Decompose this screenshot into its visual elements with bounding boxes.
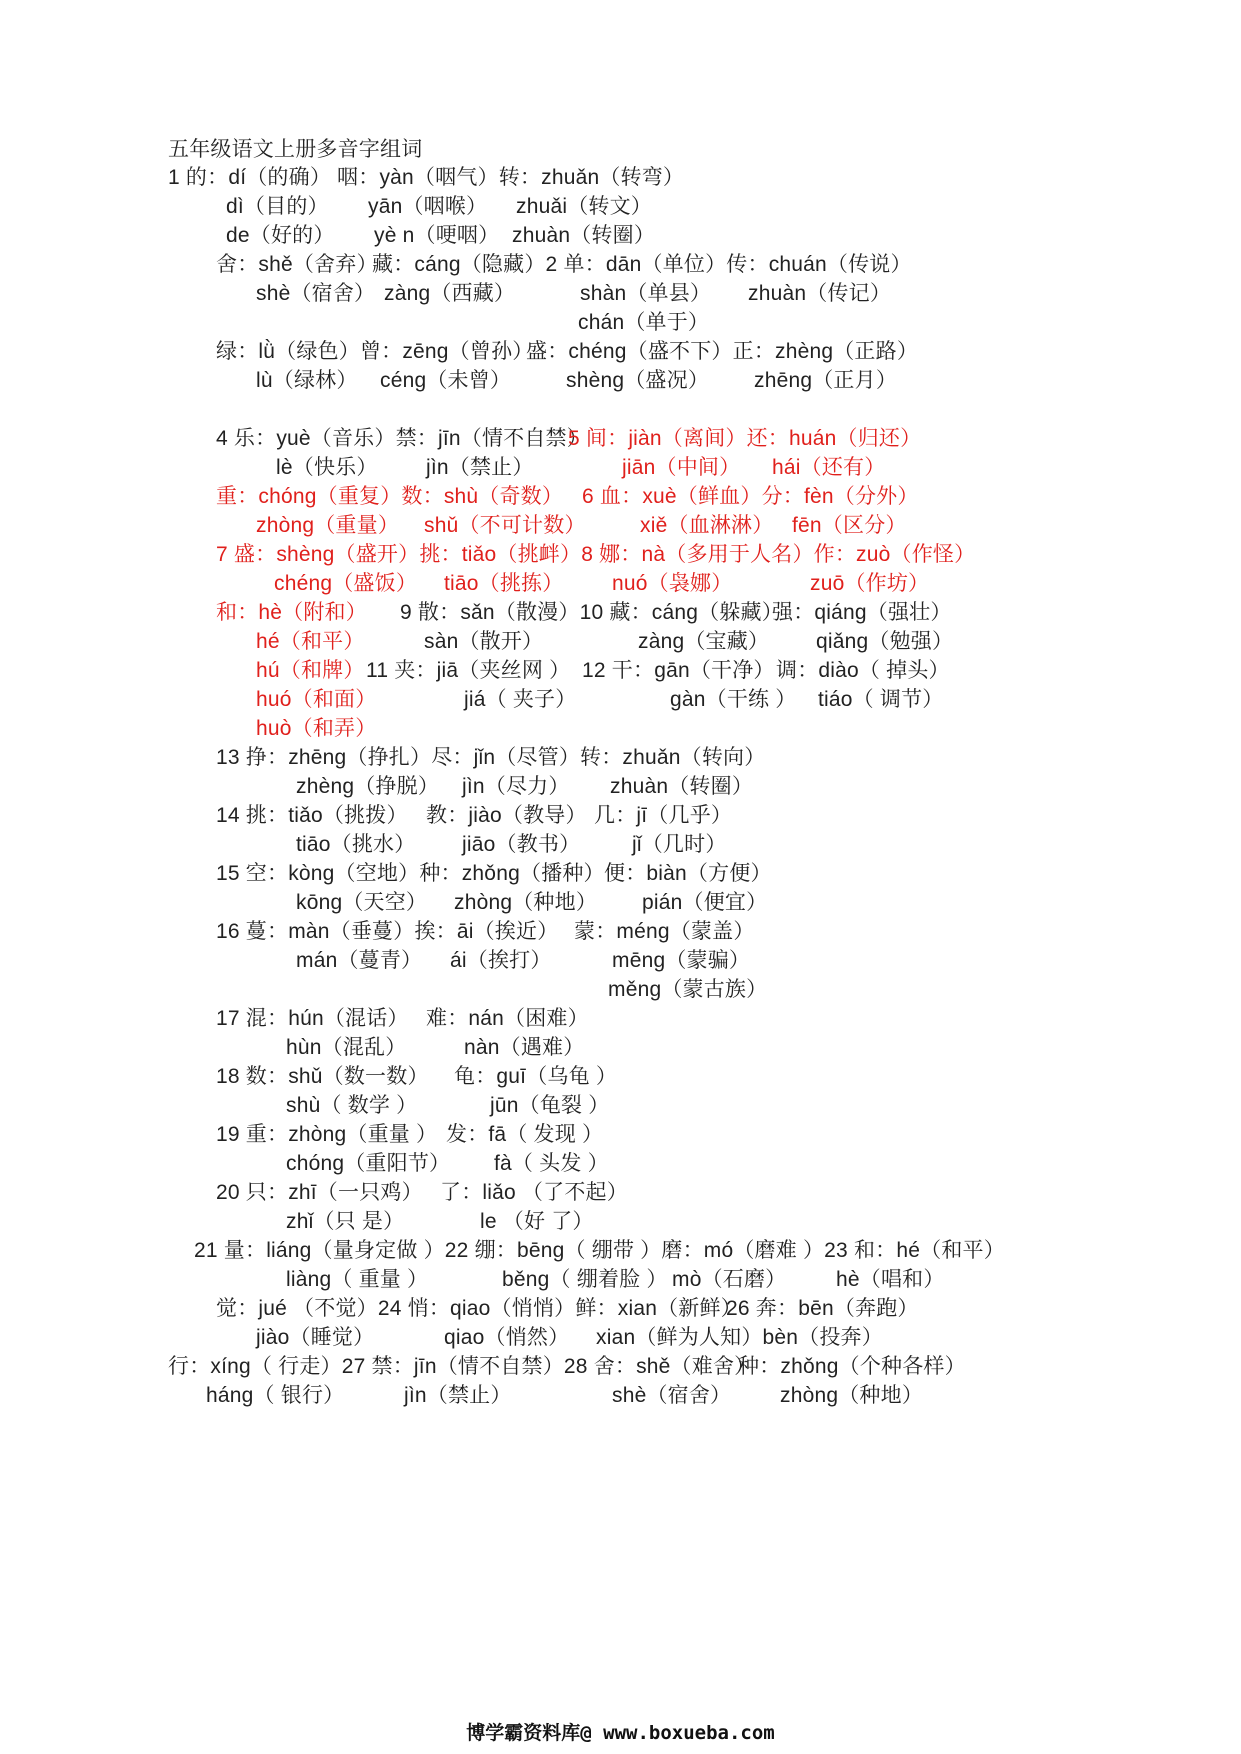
entry-text: jūn（龟裂 ） — [490, 1094, 610, 1117]
entry-text-highlight: shǔ（不可计数） — [424, 514, 586, 537]
entry-text: zhuàn（转圈） — [610, 775, 754, 798]
entry-text: lù（绿林） — [256, 369, 358, 392]
entry-text: hùn（混乱） — [286, 1036, 407, 1059]
entry-text: měng（蒙古族） — [608, 978, 768, 1001]
entry-text: dì（目的） — [226, 195, 329, 218]
entry-text: 18 数：shǔ（数一数） — [216, 1065, 429, 1088]
entry-text: mán（蔓青） — [296, 949, 423, 972]
entry-text: tiāo（挑水） — [296, 833, 416, 856]
entry-text: tiáo（ 调节） — [818, 688, 944, 711]
entry-text: 行：xíng（ 行走）27 禁：jīn（情不自禁）28 舍：shě（难舍） — [168, 1355, 756, 1378]
entry-text: 龟：guī（乌龟 ） — [454, 1065, 618, 1088]
entry-text: yè n（哽咽） — [374, 224, 500, 247]
entry-text: háng（ 银行） — [206, 1384, 345, 1407]
entry-text: jìn（禁止） — [426, 456, 534, 479]
entry-text-highlight: fēn（区分） — [792, 514, 907, 537]
entry-text: 17 混：hún（混话） — [216, 1007, 409, 1030]
entry-text-highlight: 和：hè（附和） — [216, 601, 367, 624]
entry-text: 藏：cáng（隐藏）2 单：dān（单位）传：chuán（传说） — [372, 253, 912, 276]
entry-text: 便：biàn（方便） — [604, 862, 772, 885]
entry-text: 蒙：méng（蒙盖） — [574, 920, 755, 943]
entry-text: pián（便宜） — [642, 891, 768, 914]
entry-text: lè（快乐） — [276, 456, 378, 479]
entry-text: liàng（ 重量 ） — [286, 1268, 429, 1291]
entry-text: 调：diào（ 掉头） — [776, 659, 950, 682]
entry-text: 发：fā（ 发现 ） — [446, 1123, 604, 1146]
entry-text: hè（唱和） — [836, 1268, 945, 1291]
entry-text: qiao（悄然） — [444, 1326, 570, 1349]
entry-text: zhòng（种地） — [780, 1384, 924, 1407]
entry-text: nàn（遇难） — [464, 1036, 585, 1059]
entry-text: 9 散：sǎn（散漫）10 藏：cáng（躲藏） — [400, 601, 783, 624]
entry-text: 15 空：kòng（空地）种：zhǒng（播种） — [216, 862, 605, 885]
entry-text: 几：jī（几乎） — [594, 804, 733, 827]
entry-text: jiá（ 夹子） — [464, 688, 577, 711]
entry-text-highlight: 7 盛：shèng（盛开）挑：tiǎo（挑衅）8 娜：nà（多用于人名）作：zuò（作怪） — [216, 543, 976, 566]
entry-text: jiào（睡觉） — [256, 1326, 375, 1349]
entry-text-highlight: hú（和牌） — [256, 659, 365, 682]
entry-text-highlight: tiāo（挑拣） — [444, 572, 564, 595]
entry-text: 26 奔：bēn（奔跑） — [726, 1297, 919, 1320]
entry-text: 1 的：dí（的确） 咽：yàn（咽气）转：zhuǎn（转弯） — [168, 166, 685, 189]
entry-text: shè（宿舍） — [612, 1384, 732, 1407]
entry-text: mēng（蒙骗） — [612, 949, 751, 972]
entry-text: gàn（干练 ） — [670, 688, 797, 711]
entry-text-highlight: hái（还有） — [772, 456, 886, 479]
entry-text: jǐ（几时） — [632, 833, 727, 856]
page-title: 五年级语文上册多音字组词 — [168, 137, 423, 161]
entry-text: jiāo（教书） — [462, 833, 581, 856]
entry-text: le （好 了） — [480, 1210, 594, 1233]
entry-text: chóng（重阳节） — [286, 1152, 451, 1175]
entry-text: ái（挨打） — [450, 949, 552, 972]
entry-text: 难：nán（困难） — [426, 1007, 589, 1030]
entry-text-highlight: 6 血：xuè（鲜血）分：fèn（分外） — [582, 485, 919, 508]
entry-text: zhòng（种地） — [454, 891, 598, 914]
entry-text: zhēng（正月） — [754, 369, 898, 392]
entry-text: 4 乐：yuè（音乐）禁：jīn（情不自禁） — [216, 427, 588, 450]
entry-text: 强：qiáng（强壮） — [772, 601, 952, 624]
entry-text: 14 挑：tiǎo（挑拨） — [216, 804, 408, 827]
entry-text: 种：zhǒng（个种各样） — [738, 1355, 966, 1378]
entry-text-highlight: huò（和弄） — [256, 717, 377, 740]
entry-text: shù（ 数学 ） — [286, 1094, 418, 1117]
entry-text: 20 只：zhī（一只鸡） — [216, 1181, 423, 1204]
entry-text-highlight: nuó（袅娜） — [612, 572, 733, 595]
entry-text: zhèng（挣脱） — [296, 775, 440, 798]
entry-text: yān（咽喉） — [368, 195, 488, 218]
entry-text-highlight: hé（和平） — [256, 630, 365, 653]
entry-text: shè（宿舍） — [256, 282, 376, 305]
entry-text: mò（石磨） — [672, 1268, 787, 1291]
entry-text: jìn（尽力） — [462, 775, 570, 798]
entry-text: shèng（盛况） — [566, 369, 710, 392]
entry-text: zhuàn（传记） — [748, 282, 892, 305]
entry-text: xian（鲜为人知）bèn（投奔） — [596, 1326, 883, 1349]
entry-text: 了：liǎo （了不起） — [440, 1181, 628, 1204]
entry-text: běng（ 绷着脸 ） — [502, 1268, 668, 1291]
entry-text-highlight: huó（和面） — [256, 688, 377, 711]
entry-text: 舍：shě（舍弃） — [216, 253, 378, 276]
entry-text: zhǐ（只 是） — [286, 1210, 405, 1233]
entry-text: 13 挣：zhēng（挣扎）尽：jǐn（尽管）转：zhuǎn（转向） — [216, 746, 766, 769]
entry-text-highlight: xiě（血淋淋） — [640, 514, 774, 537]
entry-text: fà（ 头发 ） — [494, 1152, 609, 1175]
entry-text-highlight: 5 间：jiàn（离间）还：huán（归还） — [568, 427, 922, 450]
entry-text: 盛：chéng（盛不下）正：zhèng（正路） — [526, 340, 919, 363]
entry-text-highlight: zhòng（重量） — [256, 514, 400, 537]
entry-text: 19 重：zhòng（重量 ） — [216, 1123, 438, 1146]
entry-text: 12 干：gān（干净） — [582, 659, 775, 682]
entry-text: zhuàn（转圈） — [512, 224, 656, 247]
entry-text: 16 蔓：màn（垂蔓）挨：āi（挨近） — [216, 920, 559, 943]
entry-text: sàn（散开） — [424, 630, 544, 653]
entry-text: 21 量：liáng（量身定做 ）22 绷：bēng（ 绷带 ）磨：mó（磨难 ）23 和：hé（和平） — [194, 1239, 1005, 1262]
entry-text-highlight: 重：chóng（重复）数：shù（奇数） — [216, 485, 564, 508]
entry-text: céng（未曾） — [380, 369, 512, 392]
entry-text: 11 夹：jiā（夹丝网 ） — [366, 659, 571, 682]
entry-text-highlight: zuō（作坊） — [810, 572, 930, 595]
footer-watermark: 博学霸资料库@ www.boxueba.com — [466, 1722, 775, 1744]
entry-text: zàng（西藏） — [384, 282, 516, 305]
entry-text: shàn（单县） — [580, 282, 712, 305]
entry-text-highlight: chéng（盛饭） — [274, 572, 418, 595]
entry-text: zhuǎi（转文） — [516, 195, 653, 218]
entry-text: de（好的） — [226, 224, 335, 247]
entry-text: kōng（天空） — [296, 891, 428, 914]
entry-text: qiǎng（勉强） — [816, 630, 954, 653]
entry-text-highlight: jiān（中间） — [622, 456, 741, 479]
entry-text: 教：jiào（教导） — [426, 804, 587, 827]
entry-text: chán（单于） — [578, 311, 710, 334]
entry-text: zàng（宝藏） — [638, 630, 770, 653]
entry-text: 绿：lǜ（绿色）曾：zēng（曾孙） — [216, 340, 534, 363]
entry-text: 觉：jué （不觉）24 悄：qiao（悄悄）鲜：xian（新鲜） — [216, 1297, 742, 1320]
entry-text: jìn（禁止） — [404, 1384, 512, 1407]
